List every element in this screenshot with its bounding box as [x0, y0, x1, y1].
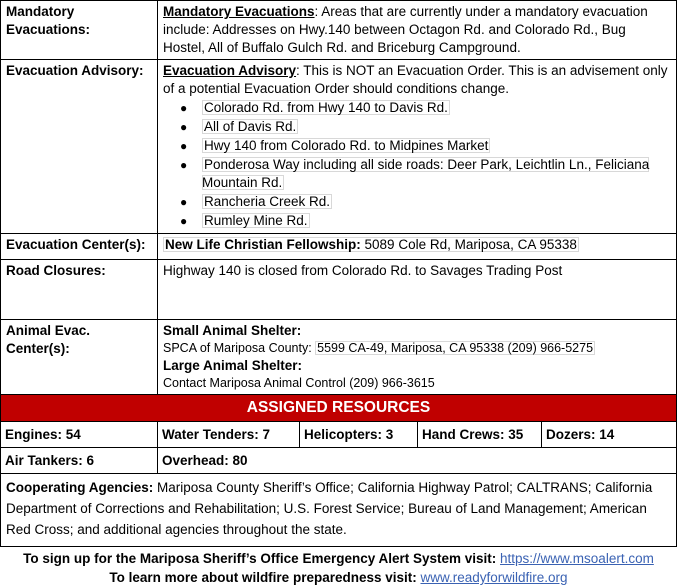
resources-row-1: [1, 422, 677, 448]
advisory-text: : This is NOT an Evacuation Order. This is an advisement only of a potential Evacuation Order should conditions change.: [163, 63, 668, 96]
roads-value: Highway 140 is closed from Colorado Rd. to Savages Trading Post: [158, 260, 677, 320]
large-shelter-text: Contact Mariposa Animal Control (209) 966-3615: [163, 376, 435, 390]
center-label: Evacuation Center(s):: [1, 234, 158, 260]
footer-line-2: To learn more about wildfire preparedness visit: www.readyforwildfire.org: [109, 570, 568, 585]
cooperating-label: Cooperating Agencies:: [6, 480, 154, 495]
footer: [0, 549, 677, 587]
roads-label: Road Closures:: [1, 260, 158, 320]
bullet-icon: ●: [180, 158, 188, 172]
helicopters-cell: Helicopters: 3: [300, 422, 418, 448]
mandatory-label: Mandatory Evacuations:: [1, 1, 158, 60]
list-item: ● Hwy 140 from Colorado Rd. to Midpines Market: [180, 138, 489, 153]
bullet-icon: ●: [180, 214, 188, 228]
advisory-heading: Evacuation Advisory: [163, 63, 297, 78]
advisory-list: [163, 99, 671, 230]
mandatory-value: [158, 1, 677, 60]
mandatory-text: : Areas that are currently under a mandatory evacuation include: Addresses on Hwy.140 between Octagon Rd. and Colorado Rd., Bug Hostel, All of Buffalo Gulch Rd. and Briceburg Campground.: [163, 4, 648, 55]
center-value: [158, 234, 677, 260]
list-item: ● Rumley Mine Rd.: [180, 213, 308, 228]
list-item: ● Ponderosa Way including all side roads: Deer Park, Leichtlin Ln., Feliciana Mountain Rd.: [180, 157, 650, 190]
center-address: 5089 Cole Rd, Mariposa, CA 95338: [360, 237, 577, 252]
animal-label: Animal Evac. Center(s):: [1, 320, 158, 395]
animal-row: [1, 320, 677, 395]
assigned-resources-banner: ASSIGNED RESOURCES: [0, 395, 677, 421]
list-item: ● Rancheria Creek Rd.: [180, 194, 331, 209]
advisory-value: [158, 60, 677, 234]
overhead-cell: Overhead: 80: [158, 448, 677, 474]
dozers-cell: Dozers: 14: [542, 422, 677, 448]
advisory-label: Evacuation Advisory:: [1, 60, 158, 234]
roads-row: [1, 260, 677, 320]
msoalert-link[interactable]: https://www.msoalert.com: [500, 551, 654, 566]
small-shelter-heading: Small Animal Shelter:: [163, 323, 302, 338]
resources-table: [0, 421, 677, 474]
air-tankers-cell: Air Tankers: 6: [1, 448, 158, 474]
small-shelter-org: SPCA of Mariposa County:: [163, 341, 316, 355]
list-item: ● All of Davis Rd.: [180, 119, 297, 134]
center-name: New Life Christian Fellowship:: [165, 237, 361, 252]
mandatory-heading: Mandatory Evacuations: [163, 4, 315, 19]
mandatory-row: [1, 1, 677, 60]
hand-crews-cell: Hand Crews: 35: [418, 422, 542, 448]
small-shelter-line: [163, 340, 671, 357]
engines-cell: Engines: 54: [1, 422, 158, 448]
center-row: [1, 234, 677, 260]
bullet-icon: ●: [180, 139, 188, 153]
resources-row-2: [1, 448, 677, 474]
animal-value: [158, 320, 677, 395]
footer-line-1: To sign up for the Mariposa Sheriff’s Office Emergency Alert System visit: https://www.msoalert.com: [23, 551, 654, 566]
large-shelter-heading: Large Animal Shelter:: [163, 358, 303, 373]
advisory-row: [1, 60, 677, 234]
list-item: ● Colorado Rd. from Hwy 140 to Davis Rd.: [180, 100, 448, 115]
cooperating-text: Mariposa County Sheriff’s Office; California Highway Patrol; CALTRANS; California Department of Corrections and Rehabilitation; U.S. Forest Service; Bureau of Land Management; American Red Cross; and additional agencies throughout the state.: [6, 480, 653, 537]
small-shelter-address: 5599 CA-49, Mariposa, CA 95338 (209) 966-5275: [317, 341, 594, 355]
bullet-icon: ●: [180, 195, 188, 209]
readyforwildfire-link[interactable]: www.readyforwildfire.org: [420, 570, 568, 585]
water-tenders-cell: Water Tenders: 7: [158, 422, 300, 448]
cooperating-agencies: [0, 474, 677, 547]
bullet-icon: ●: [180, 101, 188, 115]
bullet-icon: ●: [180, 120, 188, 134]
